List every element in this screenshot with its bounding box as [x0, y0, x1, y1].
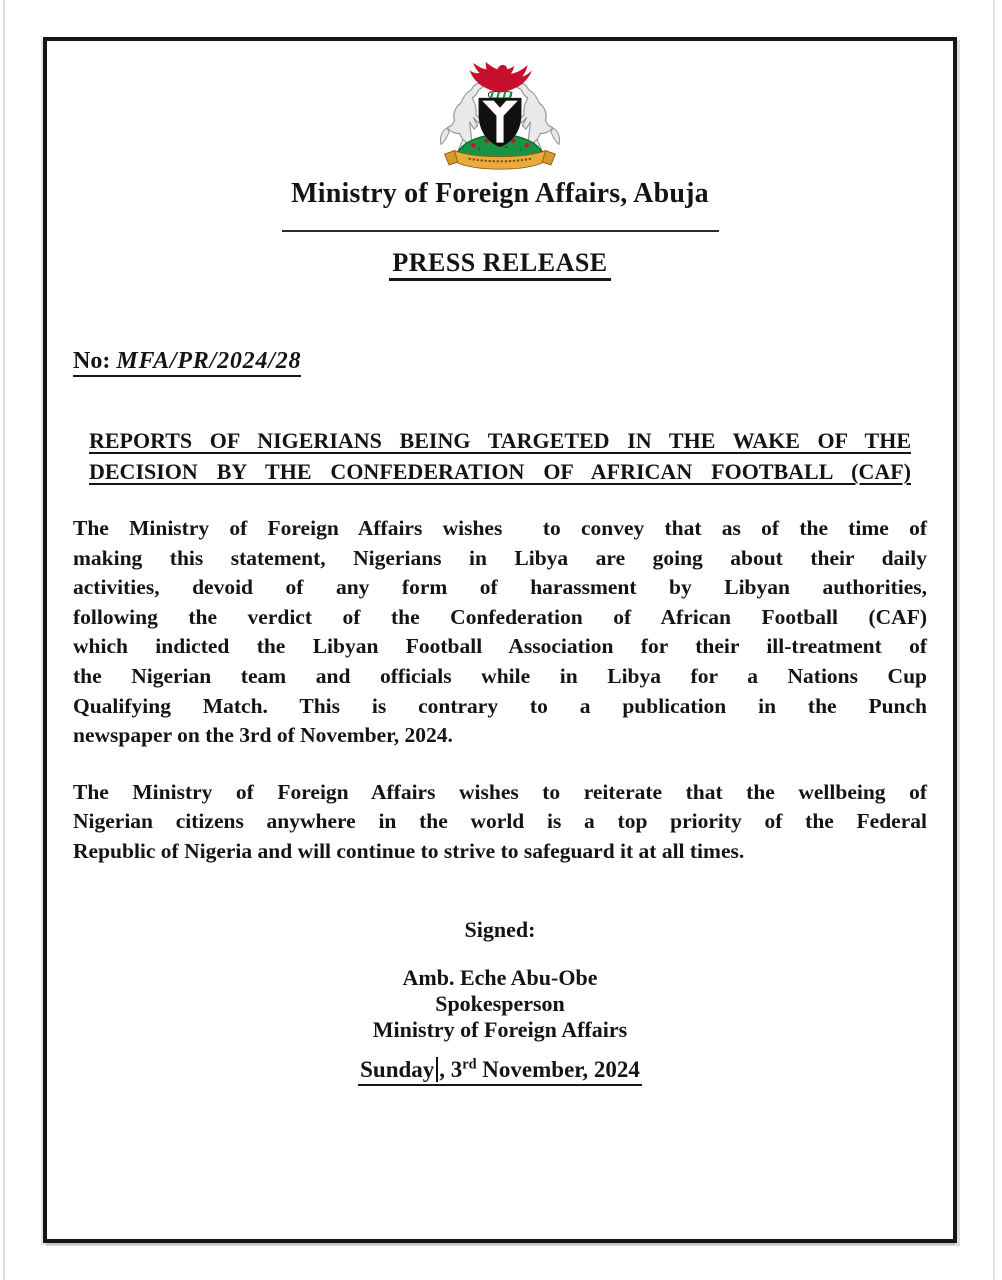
date-rest: November, 2024: [476, 1057, 640, 1083]
reference-label: No:: [73, 348, 111, 374]
coat-of-arms-svg: [433, 62, 567, 174]
text-line: The Ministry of Foreign Affairs wishes to reiterate that the wellbeing of: [73, 779, 927, 804]
signature-block: [73, 965, 927, 1043]
doc-type-text: PRESS RELEASE: [389, 248, 610, 281]
text-line: Qualifying Match. This is contrary to a publication in the Punch: [73, 693, 927, 718]
release-date: [358, 1057, 642, 1086]
date-mid: , 3: [439, 1057, 463, 1083]
text-cursor: [436, 1057, 438, 1082]
text-line: The Ministry of Foreign Affairs wishes to convey that as of the time of: [73, 516, 927, 540]
text-line: newspaper on the 3rd of November, 2024.: [73, 723, 453, 748]
date-ordinal: rd: [462, 1056, 477, 1073]
text-line: Republic of Nigeria and will continue to strive to safeguard it at all times.: [73, 838, 745, 863]
ministry-title: Ministry of Foreign Affairs, Abuja: [291, 178, 709, 209]
text-line: making this statement, Nigerians in Libya are going about their daily: [73, 545, 927, 570]
text-line: the Nigerian team and officials while in Libya for a Nations Cup: [73, 663, 927, 688]
body-paragraph-2: [73, 778, 927, 867]
reference-number-line: [73, 348, 927, 375]
text-line: DECISION BY THE CONFEDERATION OF AFRICAN FOOTBALL (CAF): [89, 459, 911, 484]
wreath-torse: [488, 92, 511, 98]
signed-label: Signed:: [464, 916, 536, 942]
headline: [73, 425, 927, 487]
signatory-role: Spokesperson: [435, 990, 565, 1016]
signatory-org: Ministry of Foreign Affairs: [372, 1016, 628, 1042]
text-line: activities, devoid of any form of harassment by Libyan authorities,: [73, 575, 927, 600]
text-line: which indicted the Libyan Football Association for their ill-treatment of: [73, 634, 927, 659]
page-edge-left: [3, 0, 5, 1280]
release-date-line: [73, 1057, 927, 1084]
reference-value: MFA/PR/2024/28: [116, 348, 302, 374]
press-release-page: [43, 37, 957, 1243]
divider-line: [282, 230, 719, 232]
text-line: Nigerian citizens anywhere in the world is a top priority of the Federal: [73, 809, 927, 834]
date-day: Sunday: [360, 1057, 435, 1083]
text-line: REPORTS OF NIGERIANS BEING TARGETED IN THE WAKE OF THE: [89, 428, 911, 453]
page-edge-right: [993, 0, 995, 1280]
text-line: following the verdict of the Confederation of African Football (CAF): [73, 604, 927, 629]
body-paragraph-1: [73, 514, 927, 751]
signatory-name: Amb. Eche Abu-Obe: [402, 964, 598, 990]
reference-number: [73, 348, 301, 377]
doc-type-heading: [73, 248, 927, 278]
nigeria-coat-of-arms-icon: [433, 62, 567, 174]
